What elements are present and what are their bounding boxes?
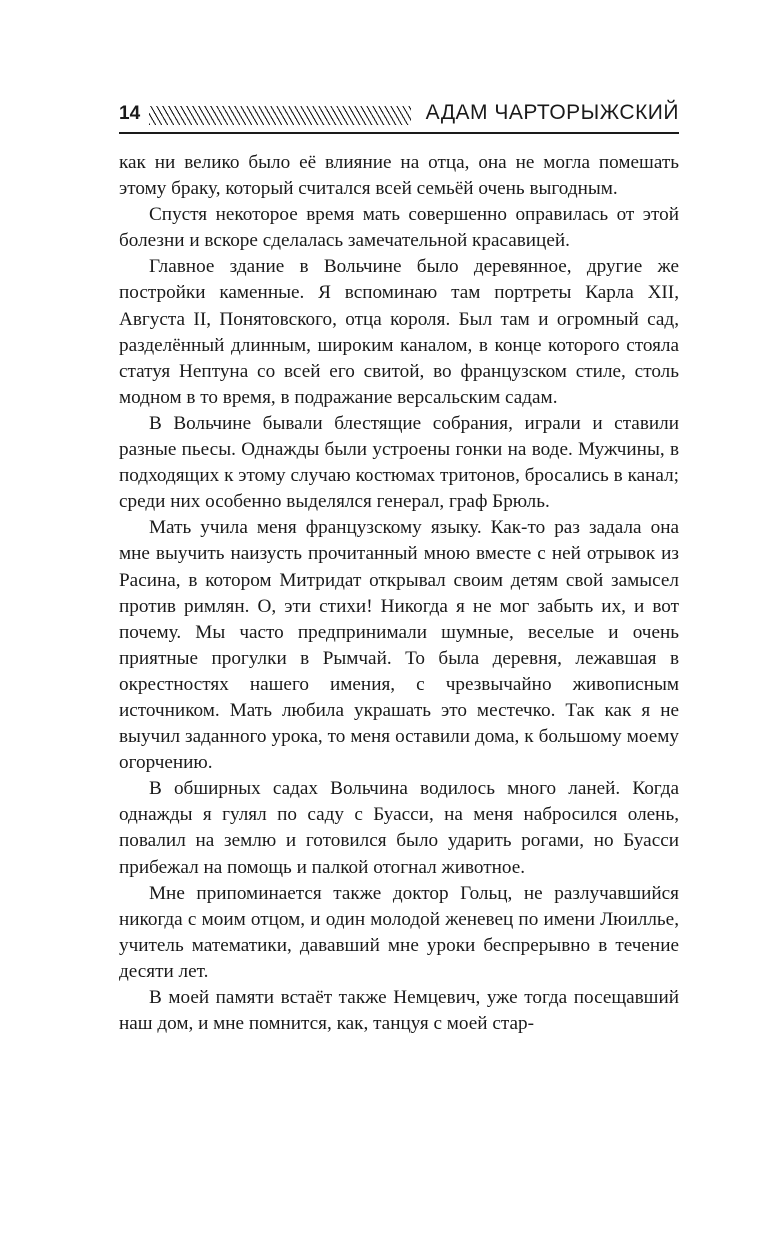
paragraph: Мать учила меня французскому языку. Как-то раз задала она мне выучить наизусть прочитанный мною вместе с ней отрывок из Расина, в котором Митридат открывал своим детям свой замысел против римлян. О, эти стихи! Никогда я не мог забыть их, и вот почему. Мы часто предпринимали шумные, веселые и очень приятные прогулки в Рымчай. То была деревня, лежавшая в окрестностях нашего имения, с чрезвычайно живописным источником. Мать любила украшать это местечко. Так как я не выучил заданного урока, то меня оставили дома, к большому моему огорчению. bbox=[119, 517, 679, 774]
page-body bbox=[119, 150, 679, 1037]
paragraph: Спустя некоторое время мать совершенно оправилась от этой болезни и вскоре сделалась замечательной красавицей. bbox=[119, 204, 679, 252]
book-title: АДАМ ЧАРТОРЫЖСКИЙ bbox=[425, 101, 679, 124]
paragraph: как ни велико было её влияние на отца, она не могла помешать этому браку, который считался всей семьёй очень выгодным. bbox=[119, 152, 679, 200]
decorative-hatch-ornament bbox=[149, 106, 411, 125]
paragraph: В обширных садах Вольчина водилось много ланей. Когда однажды я гулял по саду с Буасси, на меня набросился олень, повалил на землю и готовился было ударить рогами, но Буасси прибежал на помощь и палкой отогнал животное. bbox=[119, 778, 679, 878]
page-number: 14 bbox=[119, 103, 141, 124]
running-head bbox=[119, 101, 679, 131]
paragraph: В моей памяти встаёт также Немцевич, уже тогда посещавший наш дом, и мне помнится, как, танцуя с моей стар- bbox=[119, 987, 679, 1035]
paragraph: В Вольчине бывали блестящие собрания, играли и ставили разные пьесы. Однажды были устроены гонки на воде. Мужчины, в подходящих к этому случаю костюмах тритонов, бросались в канал; среди них особенно выделялся генерал, граф Брюль. bbox=[119, 412, 679, 513]
paragraph: Мне припоминается также доктор Гольц, не разлучавшийся никогда с моим отцом, и один молодой женевец по имени Люиллье, учитель математики, дававший мне уроки беспрерывно в течение десяти лет. bbox=[119, 882, 679, 982]
paragraph: Главное здание в Вольчине было деревянное, другие же постройки каменные. Я вспоминаю там портреты Карла XII, Августа II, Понятовского, отца короля. Был там и огромный сад, разделённый длинным, широким каналом, в конце которого стояла статуя Нептуна со всей его свитой, во французском стиле, столь модном в то время, в подражание версальским садам. bbox=[119, 256, 679, 408]
header-rule bbox=[119, 132, 679, 134]
